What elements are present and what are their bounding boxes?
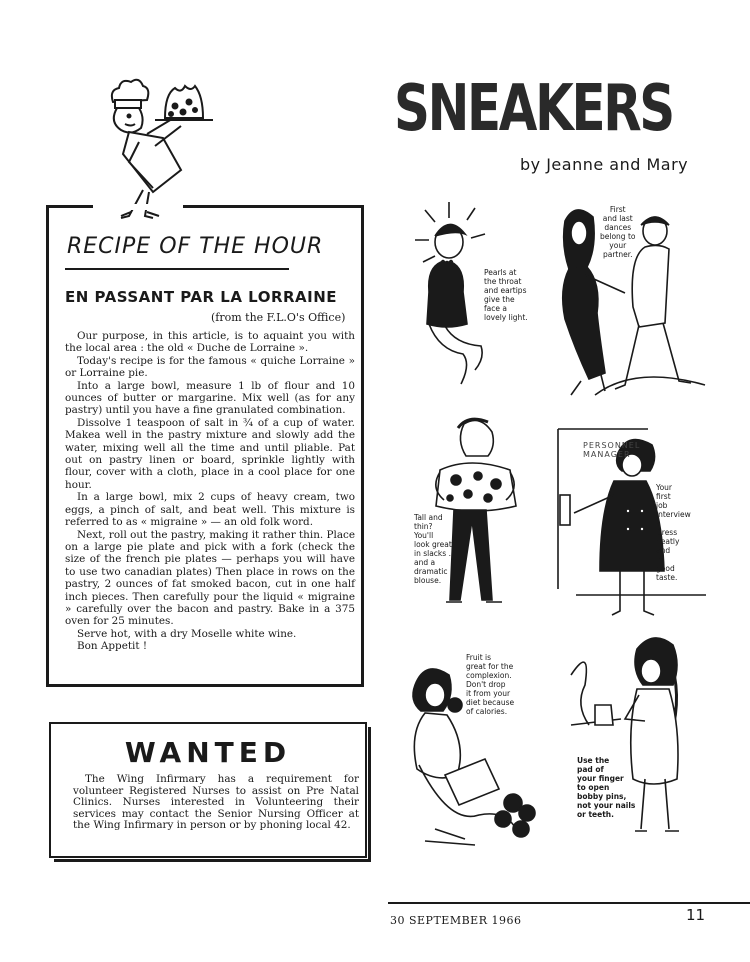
recipe-box <box>46 205 364 687</box>
page-number: 11 <box>686 906 706 924</box>
recipe-heading-underline <box>65 268 289 270</box>
recipe-paragraph: Next, roll out the pastry, making it rather thin. Place on a large pie plate and pick with a fork (check the size of the french pie plates — perhaps you will have to use two canadian plates) Then place in rows on the pastry, 2 ounces of fat smoked bacon, cut in one half inch pieces. Then carefully pour the liquid « migraine » carefully over the bacon and pastry. Bake in a 375 oven for 25 minutes. <box>65 528 355 628</box>
recipe-paragraph: Dissolve 1 teaspoon of salt in ¾ of a cup of water. Makea well in the pastry mixture and slowly add the water, mixing well all the time and until pliable. Pat out on pastry linen or board, sprinkle lightly with flour, cover with a cloth, place in a cool place for one hour. <box>65 416 355 491</box>
caption-tall: Tall and thin? You'll look great in slacks . . . and a dramatic blouse. <box>414 513 461 585</box>
wanted-paragraph: The Wing Infirmary has a requirement for volunteer Registered Nurses to assist on Pre Natal Clinics. Nurses interested in Volunteering their services may contact the Senior Nursing Officer at the Wing Infirmary in person or by phoning local 42. <box>73 773 359 832</box>
caption-fruit: Fruit is great for the complexion. Don't drop it from your diet because of calories. <box>466 653 515 716</box>
wanted-box <box>49 722 367 858</box>
recipe-title: EN PASSANT PAR LA LORRAINE <box>65 288 338 306</box>
caption-dances: First and last dances belong to your partner. <box>600 205 636 259</box>
footer-date: 30 SEPTEMBER 1966 <box>390 914 522 927</box>
recipe-source: (from the F.L.O's Office) <box>211 311 346 324</box>
caption-pins: Use the pad of your finger to open bobby pins, not your nails or teeth. <box>577 756 636 819</box>
recipe-paragraph: Into a large bowl, measure 1 lb of flour and 10 ounces of butter or margarine. Mix well (as for any pastry) until you have a fine granulated combination. <box>65 379 355 417</box>
sneakers-title: SNEAKERS <box>394 72 673 146</box>
door-sign: PERSONNEL MANAGER <box>583 441 641 459</box>
caption-pearls: Pearls at the throat and eartips give the face a lovely light. <box>484 268 528 322</box>
recipe-paragraph: Serve hot, with a dry Moselle white wine. <box>77 627 297 640</box>
recipe-paragraph: Today's recipe is for the famous « quiche Lorraine » or Lorraine pie. <box>65 354 355 380</box>
recipe-paragraph: In a large bowl, mix 2 cups of heavy cream, two eggs, a pinch of salt, and beat well. This mixture is referred to as « migraine » — an old folk word. <box>65 491 355 529</box>
wanted-title: WANTED <box>124 736 292 769</box>
recipe-heading: RECIPE OF THE HOUR <box>67 234 324 259</box>
footer-rule <box>388 902 750 904</box>
recipe-paragraph: Bon Appetit ! <box>77 640 147 653</box>
recipe-paragraph: Our purpose, in this article, is to aquaint you with the local area : the old « Duche de Lorraine ». <box>65 330 355 355</box>
recipe-body <box>65 330 355 653</box>
sneakers-byline: by Jeanne and Mary <box>520 155 689 174</box>
wanted-body <box>73 774 359 832</box>
caption-interview: Your first job interview ? Dress neatly and in good taste. <box>656 483 691 582</box>
chef-illustration <box>95 72 225 222</box>
